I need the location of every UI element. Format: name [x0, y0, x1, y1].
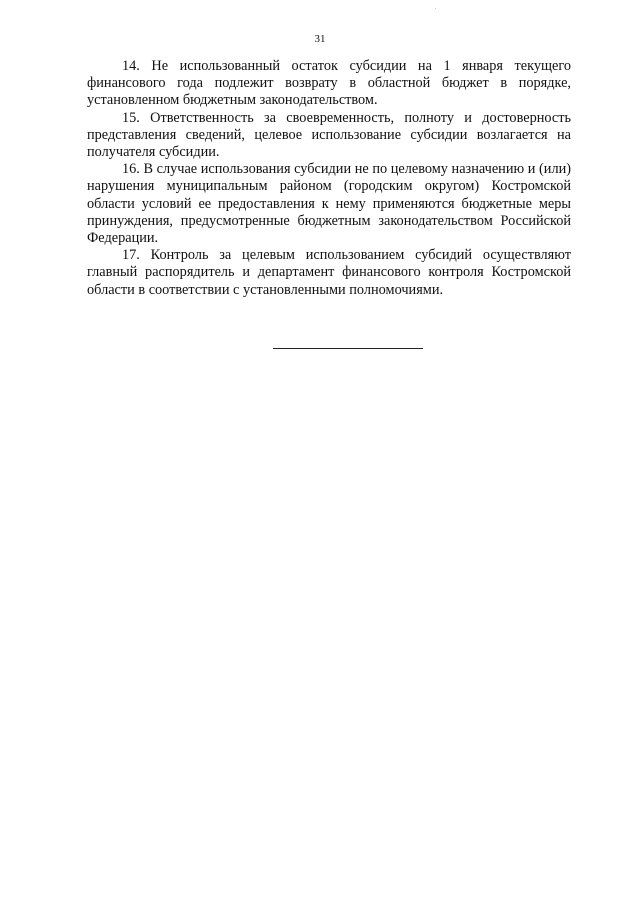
page-number: 31 [314, 33, 326, 45]
scan-speck [435, 8, 436, 9]
paragraph-14: 14. Не использованный остаток субсидии на 1 января текущего финансового года подлежит возврату в областной бюджет в порядке, установленном бюджетным законодательством. [87, 58, 571, 109]
end-separator-line [273, 348, 423, 349]
paragraph-15: 15. Ответственность за своевременность, полноту и достоверность представления сведений, целевое использование субсидии возлагается на получателя субсидии. [87, 109, 571, 161]
document-body [87, 58, 571, 299]
paragraph-16: 16. В случае использования субсидии не по целевому назначению и (или) нарушения муниципальным районом (городским округом) Костромской области условий ее предоставления к нему применяются бюджетные меры принуждения, предусмотренные бюджетным законодательством Российской Федерации. [87, 161, 571, 247]
paragraph-17: 17. Контроль за целевым использованием субсидий осуществляют главный распорядитель и департамент финансового контроля Костромской области в соответствии с установленными полномочиями. [87, 247, 571, 298]
